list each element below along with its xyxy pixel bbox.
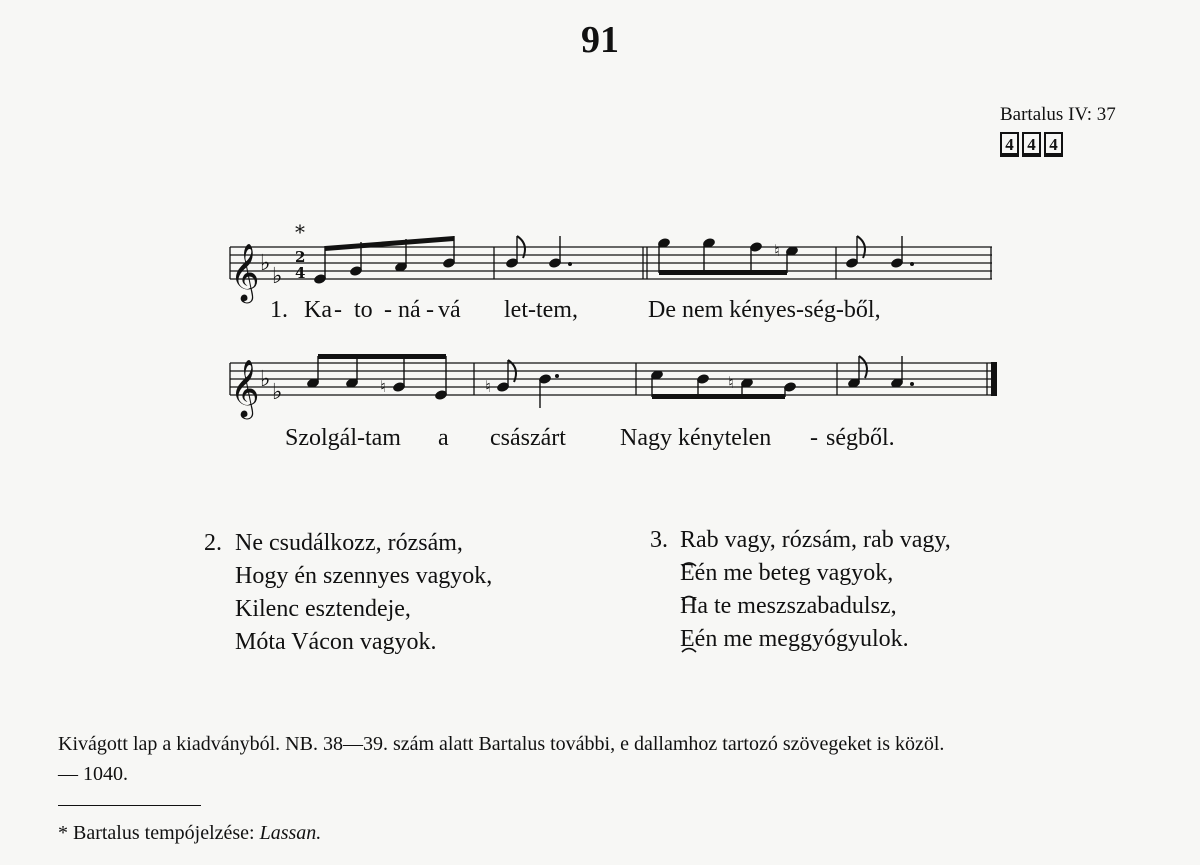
lyric-word: császárt	[490, 425, 566, 451]
lyric-word: let-tem,	[504, 297, 578, 323]
flat-icon: ♭	[260, 367, 271, 392]
lyric-phrase: Nagy kénytelen	[620, 425, 772, 451]
footnote-marker: *	[58, 822, 68, 844]
measure-5	[306, 354, 448, 401]
ligature-marks	[676, 560, 706, 670]
verse-3-number: 3.	[650, 527, 668, 553]
lyric-phrase: De nem kényes-ség-ből,	[648, 297, 881, 323]
tempo-asterisk: *	[295, 220, 305, 244]
lyric-word: a	[438, 425, 449, 451]
cadence-box: 4	[1000, 132, 1019, 157]
lyric-syllable: vá	[438, 297, 461, 323]
time-signature-bottom: 4	[295, 264, 306, 282]
verse-line: Móta Vácon vagyok.	[235, 629, 437, 655]
verse-2-number: 2.	[204, 530, 222, 556]
lyric-syllable: to	[354, 297, 373, 323]
time-signature-top: 2	[295, 248, 306, 266]
natural-icon: ♮	[485, 377, 491, 396]
measure-6	[485, 360, 559, 408]
footnote-text: Bartalus tempójelzése:	[73, 822, 255, 844]
source-reference: Bartalus IV: 37	[1000, 104, 1116, 125]
measure-7	[650, 369, 797, 399]
verse-line: Eén me meggyógyulok.	[680, 626, 909, 652]
lyric-syllable: Ka	[304, 297, 332, 323]
footnote	[58, 822, 321, 845]
measure-4	[845, 236, 914, 269]
verse-line: Ne csudálkozz, rózsám,	[235, 530, 463, 556]
verse-3	[680, 524, 951, 656]
verse-line: Rab vagy, rózsám, rab vagy,	[680, 527, 951, 553]
natural-icon: ♮	[380, 377, 386, 396]
verse-line: Kilenc esztendeje,	[235, 596, 411, 622]
footnote-divider	[58, 805, 201, 806]
natural-icon: ♮	[728, 373, 734, 392]
verse-2	[235, 527, 492, 659]
lyric-syllable: ná	[398, 297, 421, 323]
treble-clef-icon: 𝄞	[230, 359, 260, 417]
measure-1	[313, 236, 456, 285]
staff-2	[230, 363, 997, 395]
editorial-note-line-2: — 1040.	[58, 763, 128, 785]
lyric-word: ségből.	[826, 425, 895, 451]
lyric-word: Szolgál-tam	[285, 425, 401, 451]
staff-1	[230, 247, 992, 279]
flat-icon: ♭	[260, 251, 271, 276]
flat-icon: ♭	[272, 264, 283, 289]
verse-line: Ha te meszszabadulsz,	[680, 593, 897, 619]
verse-line: Eén me beteg vagyok,	[680, 560, 894, 586]
natural-icon: ♮	[774, 241, 780, 260]
flat-icon: ♭	[272, 380, 283, 405]
verse-line: Hogy én szennyes vagyok,	[235, 563, 493, 589]
cadence-box: 4	[1022, 132, 1041, 157]
measure-8	[847, 356, 914, 389]
editorial-note-line-1: Kivágott lap a kiadványból. NB. 38—39. szám alatt Bartalus további, e dallamhoz tartozó szövegeket is közöl.	[58, 733, 945, 755]
measure-3	[657, 237, 799, 275]
footnote-tempo: Lassan.	[259, 822, 322, 844]
final-barline	[991, 362, 997, 396]
lyric-verse-number: 1.	[270, 297, 288, 323]
cadence-box: 4	[1044, 132, 1063, 157]
treble-clef-icon: 𝄞	[230, 243, 260, 301]
page-number: 91	[581, 19, 619, 61]
measure-2	[505, 236, 572, 269]
